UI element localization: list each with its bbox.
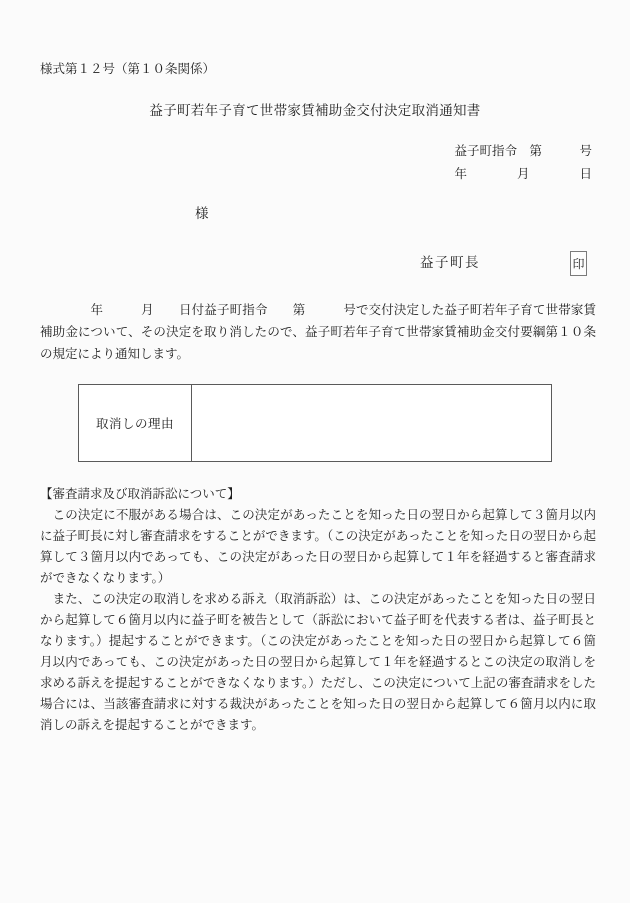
appeal-notice-heading: 【審査請求及び取消訴訟について】 bbox=[40, 486, 240, 501]
reason-value-cell bbox=[192, 385, 552, 462]
appeal-notice-paragraph-2: また、この決定の取消しを求める訴え（取消訴訟）は、この決定があったことを知った日の翌日から起算して６箇月以内に益子町を被告として（訴訟において益子町を代表する者は、益子町長となります。）提起することができます。（この決定があったことを知った日の翌日から起算して６箇月以内であっても、この決定があった日の翌日から起算して１年を経過するとこの決定の取消しを求める訴えを提起することができなくなります。）ただし、この決定について上記の審査請求をした場合には、当該審査請求に対する裁決があったことを知った日の翌日から起算して６箇月以内に取消しの訴えを提起することができます。 bbox=[40, 591, 596, 732]
addressee-honorific: 様 bbox=[195, 206, 209, 222]
reason-table bbox=[78, 384, 552, 462]
reference-number-line: 益子町指令 第 号 bbox=[454, 143, 592, 158]
reason-table-row bbox=[79, 385, 552, 462]
form-number: 様式第１２号（第１０条関係） bbox=[40, 61, 216, 76]
reason-label-cell: 取消しの理由 bbox=[79, 385, 192, 462]
issuer-title: 益子町長 bbox=[420, 255, 480, 271]
body-paragraph: 年 月 日付益子町指令 第 号で交付決定した益子町若年子育て世帯家賃補助金について、その決定を取り消したので、益子町若年子育て世帯家賃補助金交付要綱第１０条の規定により通知します。 bbox=[40, 302, 596, 361]
date-line: 年 月 日 bbox=[454, 166, 592, 181]
seal-label: 印 bbox=[572, 257, 585, 271]
appeal-notice-paragraph-1: この決定に不服がある場合は、この決定があったことを知った日の翌日から起算して３箇月以内に益子町長に対し審査請求をすることができます。（この決定があったことを知った日の翌日から起算して３箇月以内であっても、この決定があった日の翌日から起算して１年を経過すると審査請求ができなくなります。） bbox=[40, 507, 596, 585]
appeal-notice-section bbox=[40, 483, 596, 735]
document-title: 益子町若年子育て世帯家賃補助金交付決定取消通知書 bbox=[149, 103, 481, 119]
seal-box bbox=[570, 251, 587, 276]
